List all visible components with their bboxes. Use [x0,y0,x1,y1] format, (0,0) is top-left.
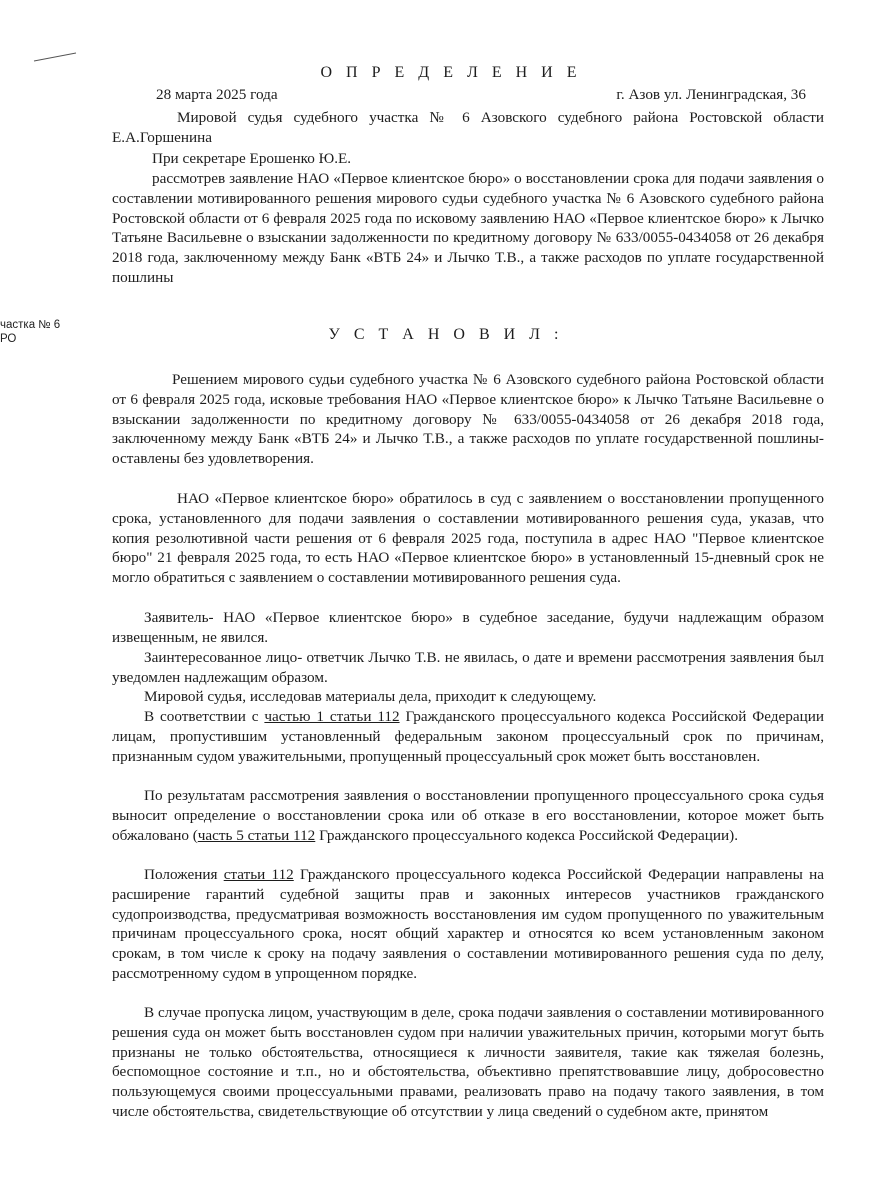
document-date: 28 марта 2025 года [156,86,278,103]
p8-text-pre: Положения [144,866,224,883]
p7-text-pre: По результатам рассмотрения заявления о восстановлении пропущенного процессуального срока судья выносит определение о восстановлении срока или об отказе в его восстановлении, которое может быть обжаловано ( [112,787,824,844]
pen-mark-icon [32,50,78,64]
p6-text-pre: В соответствии с [144,708,265,725]
paragraph-missed-deadline: В случае пропуска лицом, участвующим в деле, срока подачи заявления о составлении мотивированного решения суда он может быть восстановлен судом при наличии уважительных причин, которыми могут быть признаны не только обстоятельства, относящиеся к личности заявителя, такие как тяжелая болезнь, беспомощное состояние и т.п., но и обстоятельства, объективно препятствовавшие лицу, добросовестно пользующемуся своими процессуальными правами, реализовать право на подачу такого заявления, в том числе обстоятельства, свидетельствующие об отсутствии у лица сведений о судебном акте, принятом [112,1004,824,1120]
margin-note-line-1: частка № 6 [0,319,61,331]
paragraph-review-results [112,786,824,845]
p7-text-post: Гражданского процессуального кодекса Российской Федерации). [315,826,739,844]
p8-text-post: Гражданского процессуального кодекса Российской Федерации направлены на расширение гарантий судебной защиты прав и законных интересов участников гражданского судопроизводства, предусматривая возможность восстановления им судом пропущенного по уважительным причинам процессуального срока, носят общий характер и относятся ко всем установленным законом срокам, в том числе к сроку на подачу заявления о составлении мотивированного решения суда по делу, рассмотренному судом в упрощенном порядке. [112,866,824,982]
paragraph-article-112-part-1 [112,707,824,766]
considering-paragraph: рассмотрев заявление НАО «Первое клиентское бюро» о восстановлении срока для подачи заявления о составлении мотивированного решения мирового судьи судебного участка № 6 Азовского судебного района Ростовской области от 6 февраля 2025 года по исковому заявлению НАО «Первое клиентское бюро» к Лычко Татьяне Васильевне о взыскании задолженности по кредитному договору № 633/0055-0434058 от 26 декабря 2018 года, заключенному между Банк «ВТБ 24» и Лычко Т.В., а также расходов по уплате государственной пошлины [112,170,824,286]
paragraph-decision: Решением мирового судьи судебного участка № 6 Азовского судебного района Ростовской области от 6 февраля 2025 года, исковые требования НАО «Первое клиентское бюро» к Лычко Татьяне Васильевне о взыскании задолженности по кредитному договору № 633/0055-0434058 от 26 декабря 2018 года, заключенному между Банк «ВТБ 24» и Лычко Т.В., а также расходов по уплате государственной пошлины- оставлены без удовлетворения. [112,371,824,468]
document-title: О П Р Е Д Е Л Е Н И Е [320,64,582,81]
paragraph-judge-conclusion: Мировой судья, исследовав материалы дела, приходит к следующему. [144,688,597,705]
paragraph-respondent-absent: Заинтересованное лицо- ответчик Лычко Т.В. не явилась, о дате и времени рассмотрения заявления был уведомлен надлежащим образом. [112,649,824,686]
margin-note-line-2: РО [0,333,17,345]
secretary-line: При секретаре Ерошенко Ю.Е. [152,150,352,167]
date-place-row [156,86,806,108]
document-place: г. Азов ул. Ленинградская, 36 [616,86,806,103]
paragraph-applicant-absent: Заявитель- НАО «Первое клиентское бюро» в судебное заседание, будучи надлежащим образом извещенным, не явился. [112,609,824,646]
p6-text-post: Гражданского процессуального кодекса Российской Федерации лицам, пропустившим установленный федеральным законом процессуальный срок по причинам, признанным судом уважительными, пропущенный процессуальный срок может быть восстановлен. [112,708,824,765]
paragraph-article-112-provisions [112,865,824,984]
section-heading-ustanovil: У С Т А Н О В И Л : [328,326,564,343]
judge-paragraph: Мировой судья судебного участка № 6 Азовского судебного района Ростовской области Е.А.Горшенина [112,109,824,146]
law-link-part-5-article-112[interactable]: часть 5 статьи 112 [197,826,316,844]
paragraph-application: НАО «Первое клиентское бюро» обратилось в суд с заявлением о восстановлении пропущенного срока, установленного для подачи заявления о составлении мотивированного решения суда, указав, что копия резолютивной части решения от 6 февраля 2025 года, поступила в адрес НАО "Первое клиентское бюро" 21 февраля 2025 года, то есть НАО «Первое клиентское бюро» в установленный 15-дневный срок не могло обратиться с заявлением о составлении мотивированного решения суда. [112,490,824,587]
law-link-article-112[interactable]: статьи 112 [223,866,294,883]
law-link-part-1-article-112[interactable]: частью 1 статьи 112 [264,708,400,725]
